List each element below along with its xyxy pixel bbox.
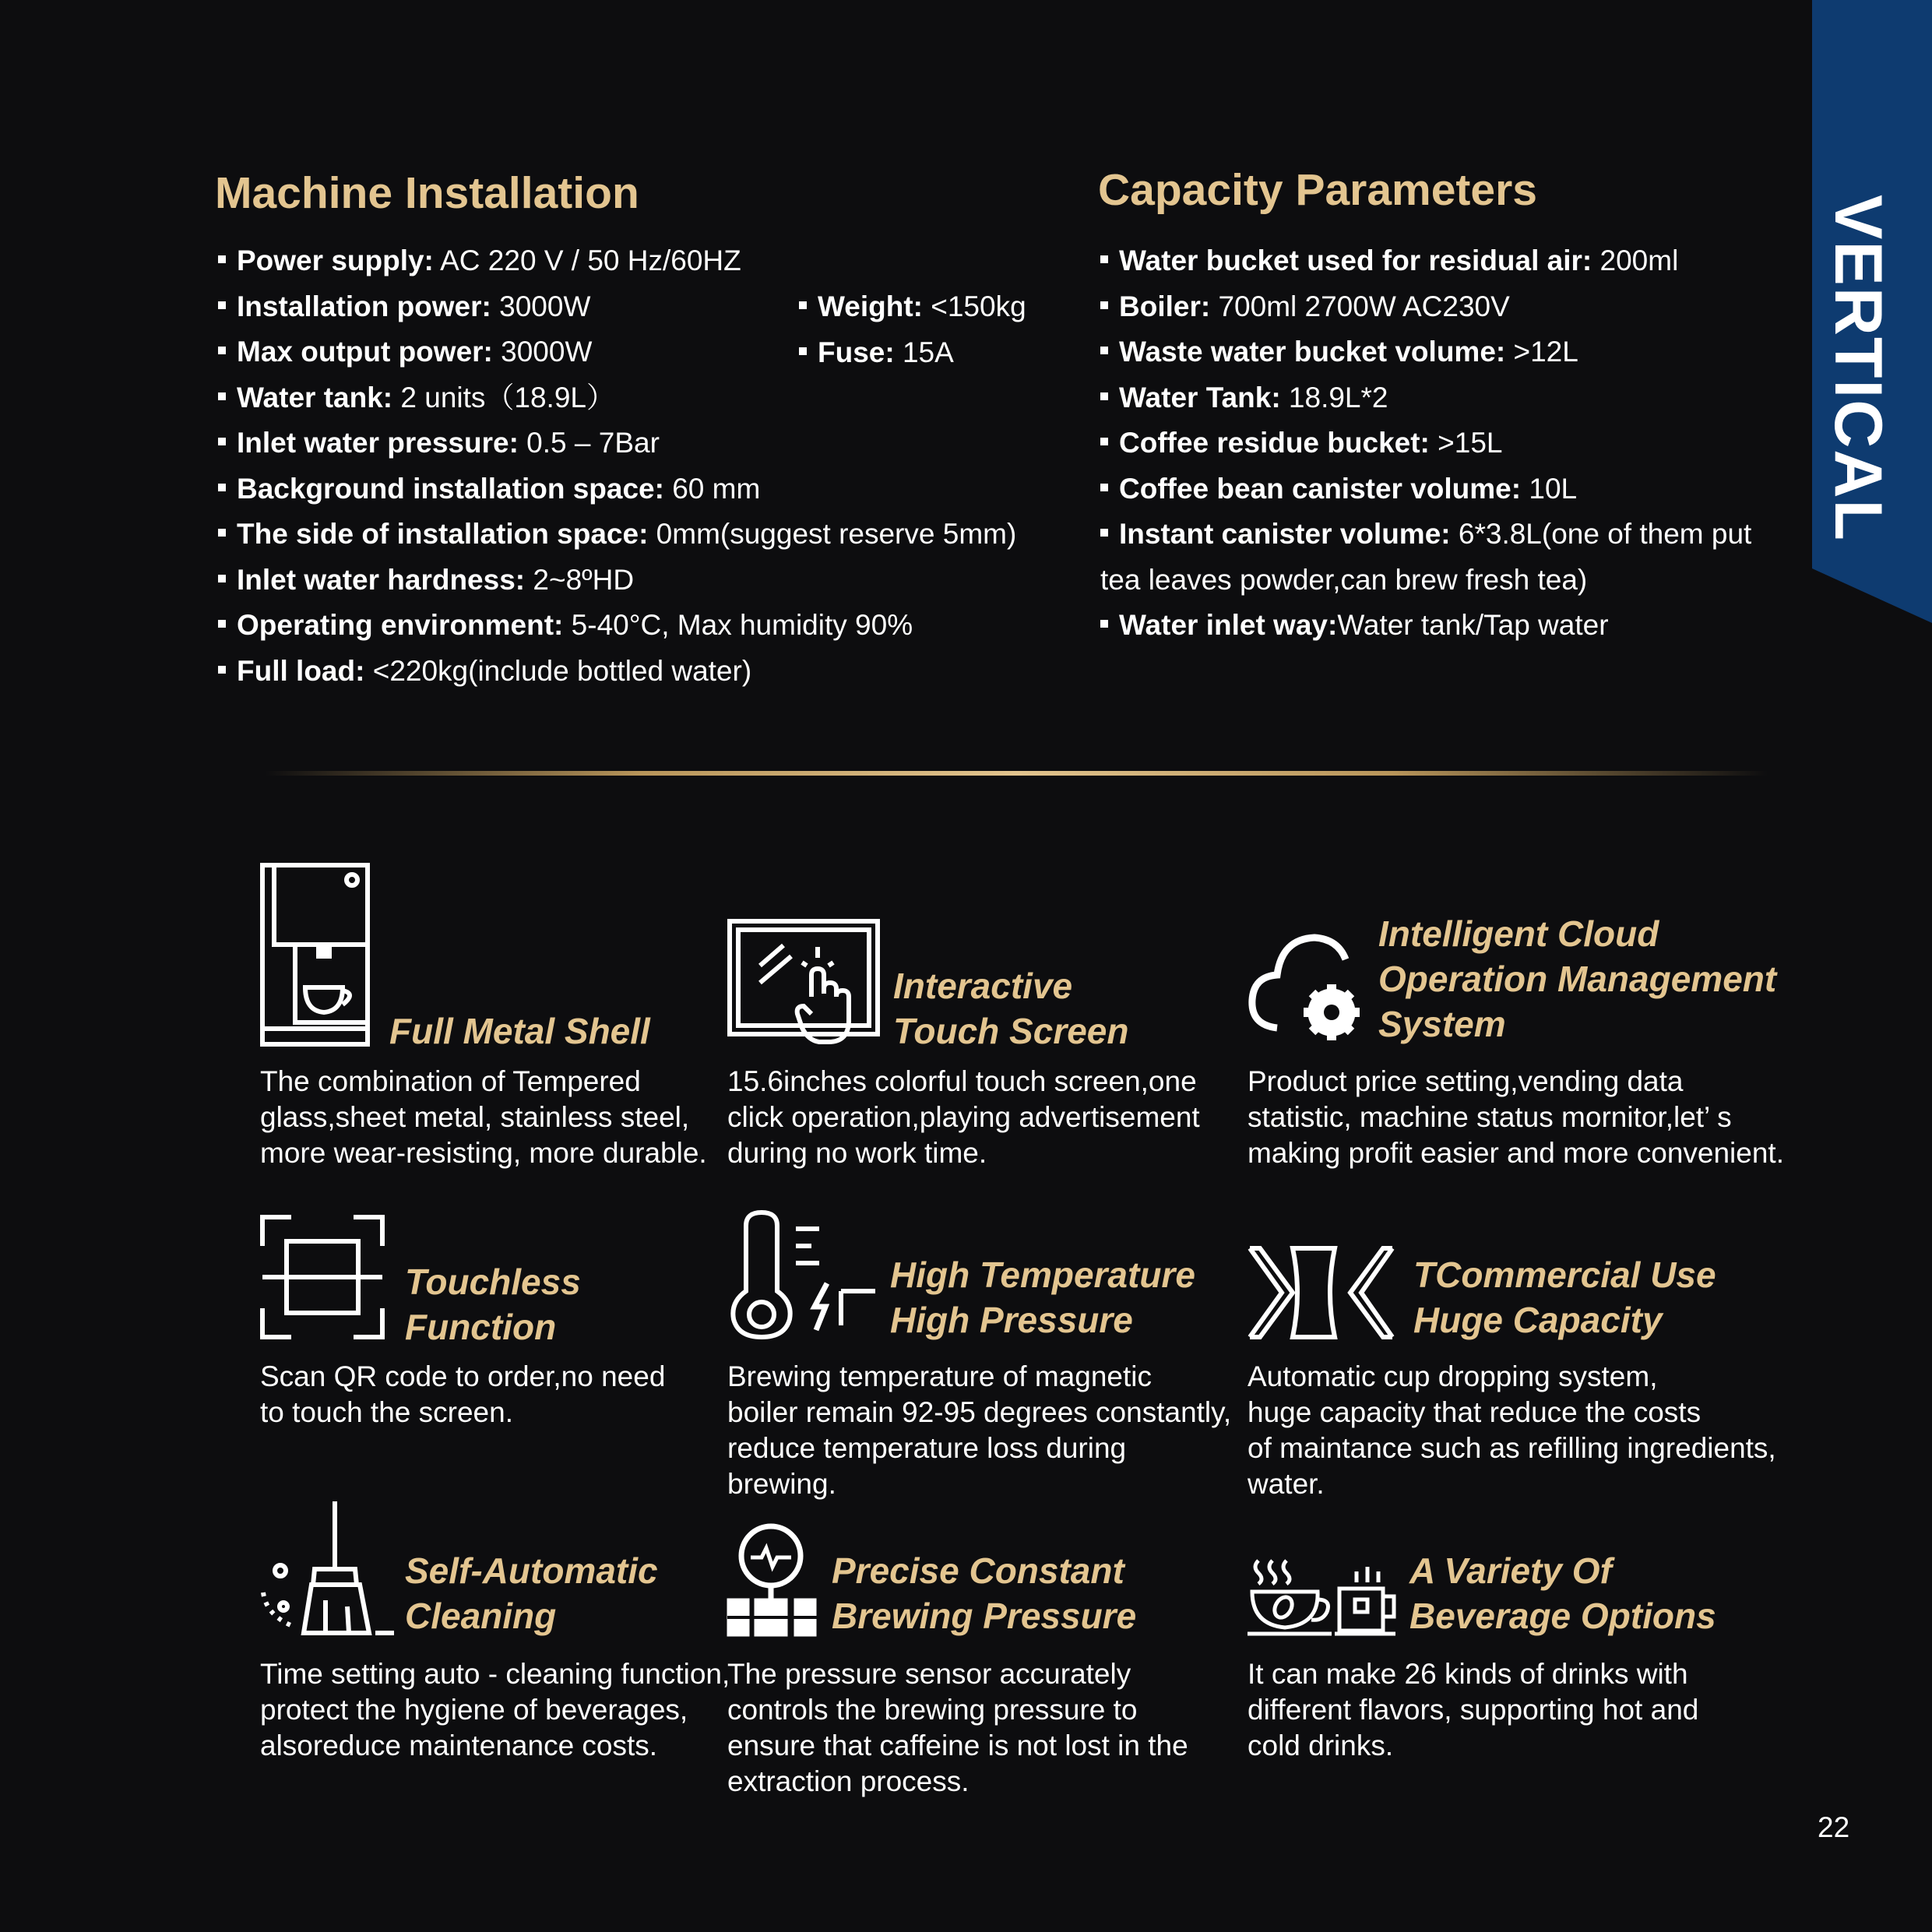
spec-label: Coffee bean canister volume:	[1119, 472, 1522, 505]
bullet-icon	[218, 255, 226, 263]
spec-item	[218, 238, 1016, 284]
feature-title-line: Interactive	[893, 966, 1073, 1006]
bullet-icon	[1100, 255, 1108, 263]
feature-desc-line: Product price setting,vending data	[1248, 1065, 1684, 1097]
spec-item	[218, 466, 1016, 512]
spec-label: Coffee residue bucket:	[1119, 427, 1430, 459]
feature-desc-line: Time setting auto - cleaning function,	[260, 1658, 730, 1690]
bullet-icon	[218, 392, 226, 400]
capacity-parameters-title: Capacity Parameters	[1098, 165, 1537, 215]
feature-title-line: Brewing Pressure	[832, 1596, 1137, 1636]
spec-label: Max output power:	[237, 336, 493, 368]
bullet-icon	[218, 666, 226, 674]
bullet-icon	[218, 620, 226, 628]
spec-item-continuation: tea leaves powder,can brew fresh tea)	[1100, 563, 1588, 596]
bullet-icon	[218, 575, 226, 582]
bullet-icon	[1100, 347, 1108, 354]
coffee-machine-icon	[260, 863, 377, 1047]
spec-item	[218, 603, 1016, 649]
feature-desc-line: making profit easier and more convenient.	[1248, 1137, 1784, 1169]
spec-item	[218, 649, 1016, 695]
feature-title-line: High Temperature	[890, 1255, 1195, 1295]
spec-value: 200ml	[1592, 245, 1679, 276]
spec-item	[218, 421, 1016, 466]
cloud-gear-icon	[1246, 928, 1371, 1045]
bullet-icon	[1100, 620, 1108, 628]
bullet-icon	[218, 484, 226, 491]
spec-label: Instant canister volume:	[1119, 518, 1451, 550]
spec-value: Water tank/Tap water	[1337, 609, 1609, 641]
cleaning-brush-icon	[260, 1499, 394, 1638]
bullet-icon	[218, 347, 226, 354]
scan-frame-icon	[260, 1215, 385, 1339]
spec-value: <220kg(include bottled water)	[364, 654, 752, 687]
feature-desc-line: alsoreduce maintenance costs.	[260, 1730, 658, 1761]
feature-desc-line: extraction process.	[727, 1765, 970, 1797]
feature-desc-line: more wear-resisting, more durable.	[260, 1137, 707, 1169]
spec-label: Water inlet way:	[1119, 609, 1338, 641]
bullet-icon	[799, 347, 807, 355]
feature-title-line: Touch Screen	[893, 1011, 1129, 1051]
gold-divider	[265, 771, 1768, 776]
feature-desc-line: protect the hygiene of beverages,	[260, 1694, 688, 1726]
spec-label: Full load:	[237, 654, 365, 687]
spec-label: Operating environment:	[237, 609, 564, 641]
spec-value: 0.5 – 7Bar	[518, 427, 660, 459]
spec-value: 18.9L*2	[1280, 381, 1388, 413]
spec-label: Water Tank:	[1119, 381, 1281, 413]
spec-value: 3000W	[491, 290, 591, 322]
feature-title-line: TCommercial Use	[1413, 1255, 1716, 1295]
spec-item	[218, 512, 1016, 558]
spec-value: 5-40°C, Max humidity 90%	[563, 609, 913, 641]
spec-label: Fuse:	[818, 336, 895, 368]
feature-title-line: Function	[405, 1307, 557, 1347]
spec-value: 60 mm	[663, 472, 761, 505]
feature-title-line: Touchless	[405, 1262, 581, 1302]
spec-item	[218, 375, 1016, 421]
feature-title-line: A Variety Of	[1409, 1550, 1612, 1591]
capacity-parameters-list	[1100, 238, 1751, 649]
spec-value: 2~8ºHD	[525, 563, 635, 596]
feature-desc-line: glass,sheet metal, stainless steel,	[260, 1101, 690, 1133]
spec-value: AC 220 V / 50 Hz/60HZ	[433, 245, 741, 276]
bullet-icon	[1100, 392, 1108, 400]
feature-title-line: Intelligent Cloud	[1378, 913, 1659, 954]
spec-label: The side of installation space:	[237, 518, 649, 550]
feature-desc-line: controls the brewing pressure to	[727, 1694, 1138, 1726]
spec-value: 0mm(suggest reserve 5mm)	[648, 518, 1017, 550]
feature-desc-line: click operation,playing advertisement	[727, 1101, 1200, 1133]
spec-value: 2 units（18.9L）	[392, 381, 615, 413]
touch-screen-icon	[727, 919, 880, 1043]
spec-value: 700ml 2700W AC230V	[1210, 290, 1510, 322]
spec-value: <150kg	[922, 290, 1026, 322]
spec-item	[1100, 375, 1751, 421]
feature-desc-line: reduce temperature loss during brewing.	[727, 1432, 1127, 1500]
feature-desc-line: to touch the screen.	[260, 1396, 513, 1428]
spec-label: Installation power:	[237, 290, 491, 322]
spec-label: Inlet water hardness:	[237, 563, 526, 596]
spec-label: Inlet water pressure:	[237, 427, 519, 459]
bullet-icon	[799, 301, 807, 309]
feature-title-line: Cleaning	[405, 1596, 557, 1636]
page-number: 22	[1818, 1811, 1850, 1843]
feature-title-line: Beverage Options	[1409, 1596, 1716, 1636]
thermometer-icon	[727, 1210, 875, 1339]
spec-item	[1100, 603, 1751, 649]
spec-value: 3000W	[492, 336, 593, 368]
spec-label: Background installation space:	[237, 472, 664, 505]
bullet-icon	[218, 301, 226, 309]
cup-stack-icon	[1248, 1246, 1395, 1341]
feature-desc-line: huge capacity that reduce the costs	[1248, 1396, 1701, 1428]
feature-desc-line: cold drinks.	[1248, 1730, 1394, 1761]
bullet-icon	[1100, 529, 1108, 537]
spec-label: Boiler:	[1119, 290, 1211, 322]
machine-installation-side-list	[799, 284, 1026, 375]
feature-desc-line: water.	[1248, 1468, 1325, 1500]
spec-item	[1100, 466, 1751, 512]
feature-desc-line: during no work time.	[727, 1137, 987, 1169]
feature-title-line: Huge Capacity	[1413, 1300, 1663, 1340]
spec-value: 10L	[1521, 472, 1578, 505]
spec-item	[218, 558, 1016, 604]
spec-value: 6*3.8L(one of them put	[1450, 518, 1752, 550]
machine-installation-title: Machine Installation	[215, 168, 639, 218]
spec-item	[1100, 238, 1751, 284]
banner-label: VERTICAL	[1821, 195, 1895, 542]
spec-item	[1100, 421, 1751, 466]
beverage-cups-icon	[1248, 1556, 1395, 1637]
feature-desc-line: It can make 26 kinds of drinks with	[1248, 1658, 1688, 1690]
feature-title-line: Precise Constant	[832, 1550, 1124, 1591]
feature-title-line: High Pressure	[890, 1300, 1133, 1340]
bullet-icon	[1100, 484, 1108, 491]
feature-desc-line: ensure that caffeine is not lost in the	[727, 1730, 1188, 1761]
feature-desc-line: 15.6inches colorful touch screen,one	[727, 1065, 1197, 1097]
bullet-icon	[1100, 301, 1108, 309]
feature-title-line: System	[1378, 1004, 1506, 1044]
spec-label: Water bucket used for residual air:	[1119, 245, 1592, 276]
spec-value: >12L	[1505, 336, 1578, 368]
feature-desc-line: of maintance such as refilling ingredients,	[1248, 1432, 1776, 1464]
feature-desc-line: Automatic cup dropping system,	[1248, 1360, 1658, 1392]
feature-desc-line: different flavors, supporting hot and	[1248, 1694, 1699, 1726]
bullet-icon	[218, 529, 226, 537]
spec-label: Weight:	[818, 290, 923, 322]
feature-title-line: Operation Management	[1378, 959, 1777, 999]
spec-label: Waste water bucket volume:	[1119, 336, 1506, 368]
spec-value: 15A	[894, 336, 954, 368]
feature-title-line: Self-Automatic	[405, 1550, 658, 1591]
spec-item	[1100, 284, 1751, 330]
spec-value: >15L	[1429, 427, 1503, 459]
feature-desc-line: boiler remain 92-95 degrees constantly,	[727, 1396, 1232, 1428]
feature-desc-line: statistic, machine status mornitor,let’ s	[1248, 1101, 1732, 1133]
feature-desc-line: Scan QR code to order,no need	[260, 1360, 666, 1392]
feature-desc-line: The pressure sensor accurately	[727, 1658, 1131, 1690]
bullet-icon	[1100, 438, 1108, 445]
spec-item	[1100, 329, 1751, 375]
spec-label: Water tank:	[237, 381, 393, 413]
feature-desc-line: The combination of Tempered	[260, 1065, 641, 1097]
spec-item	[799, 330, 1026, 376]
spec-item	[1100, 512, 1751, 558]
spec-label: Power supply:	[237, 245, 434, 276]
feature-title-line: Full Metal Shell	[389, 1011, 650, 1051]
pressure-gauge-icon	[727, 1523, 818, 1637]
spec-item	[799, 284, 1026, 330]
feature-desc-line: Brewing temperature of magnetic	[727, 1360, 1152, 1392]
bullet-icon	[218, 438, 226, 445]
